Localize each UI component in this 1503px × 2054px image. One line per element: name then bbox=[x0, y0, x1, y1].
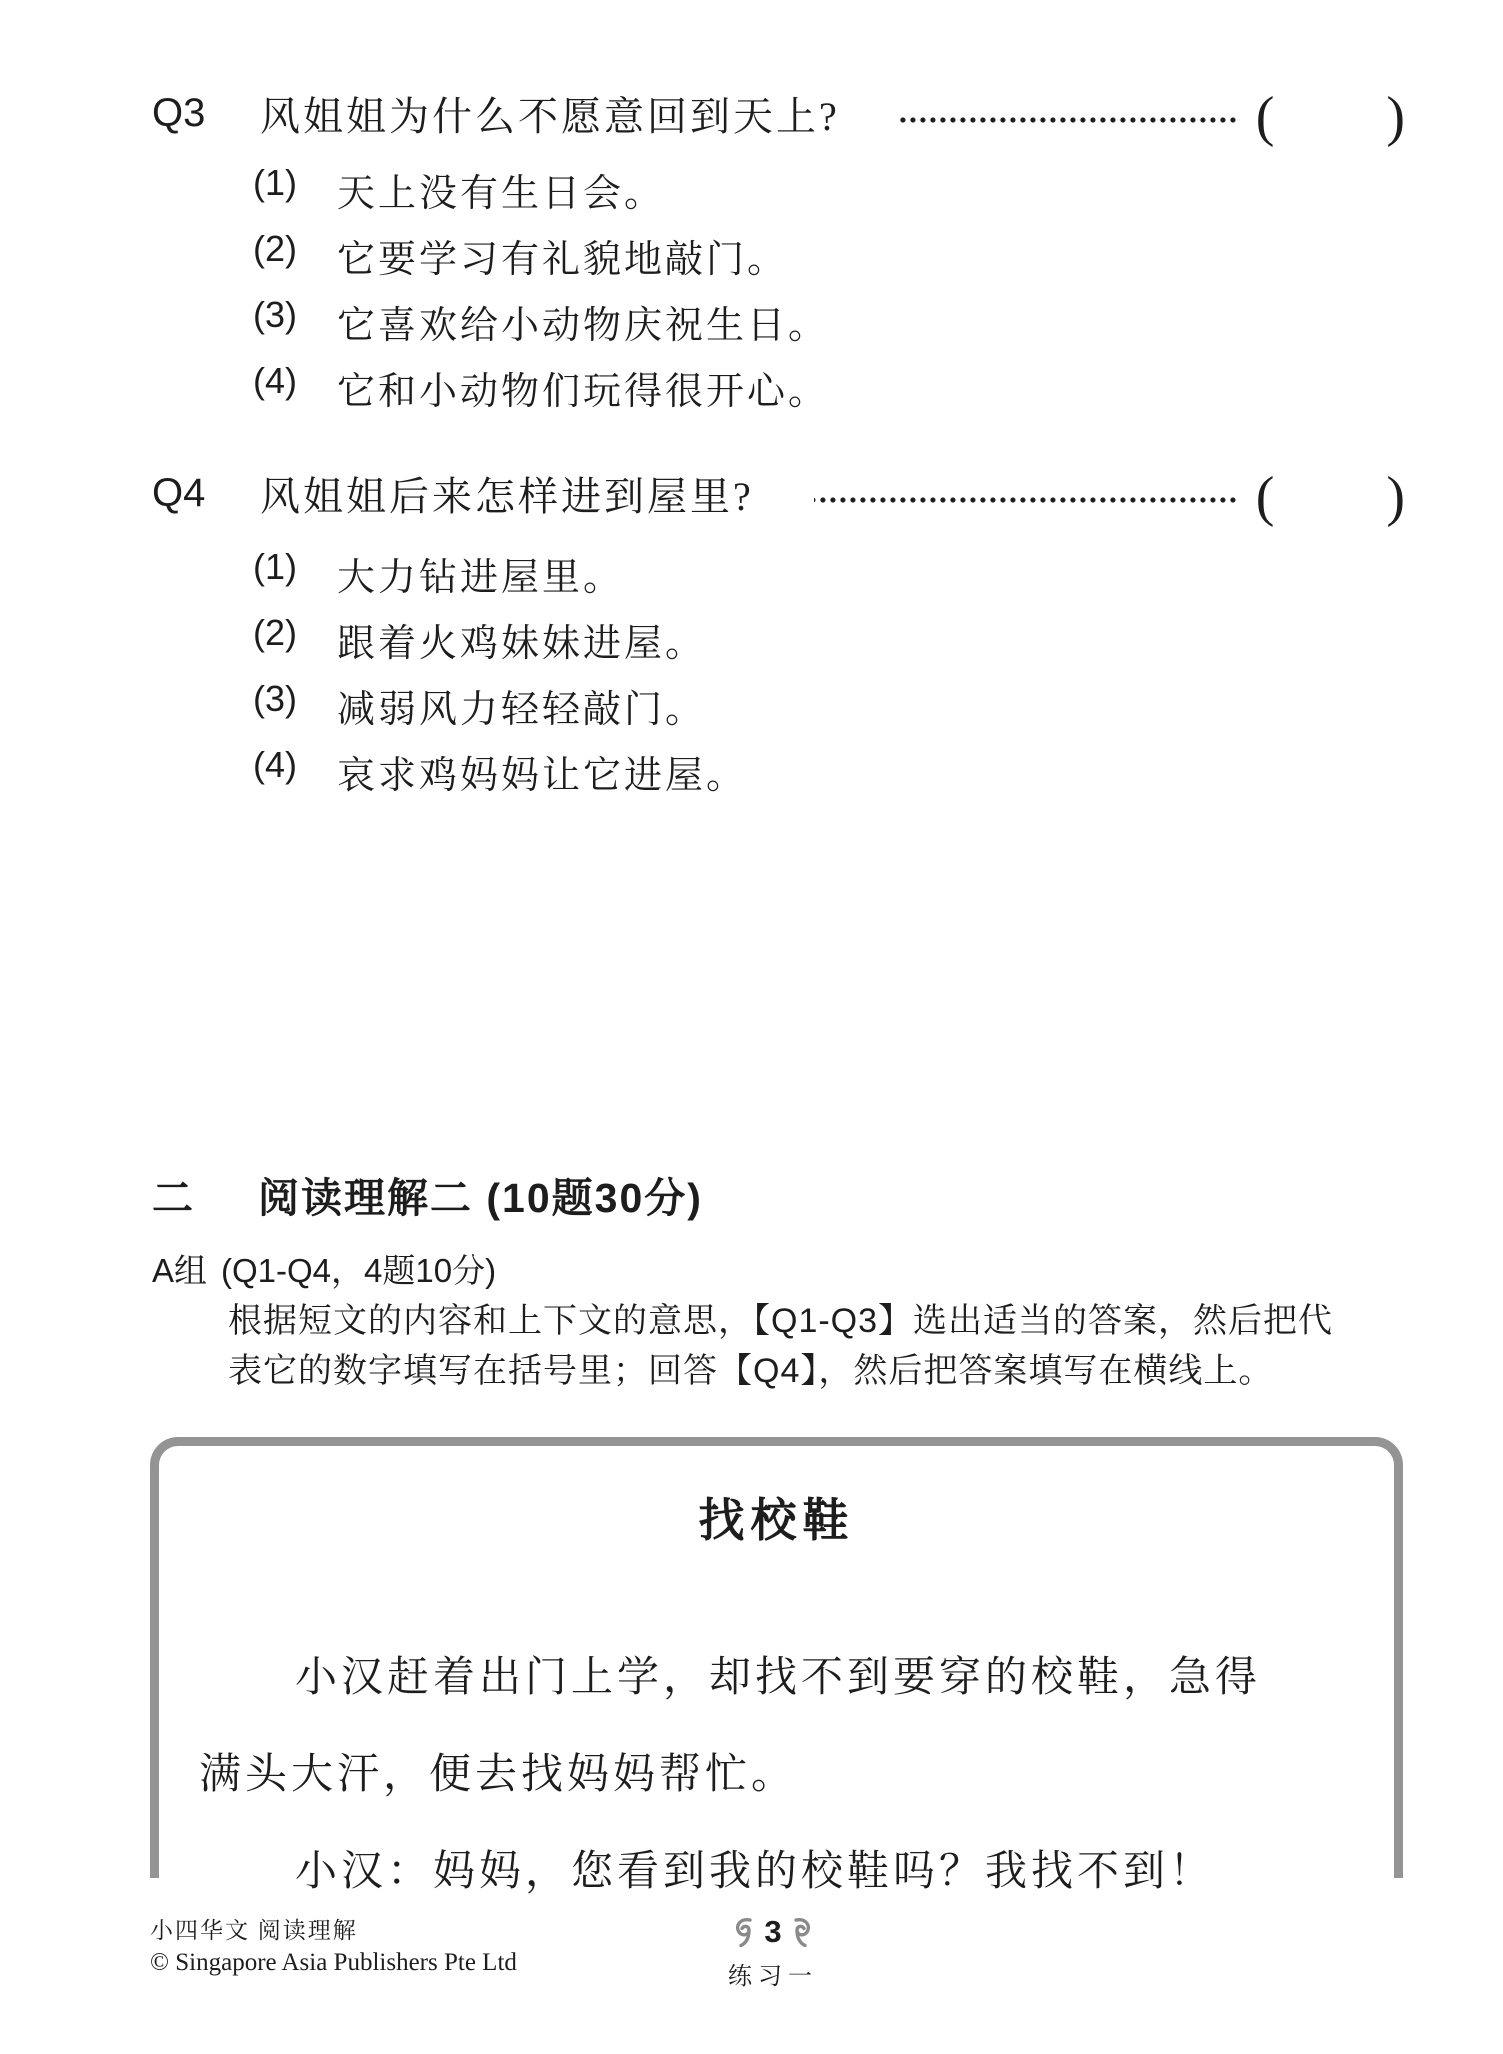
option-text: 哀求鸡妈妈让它进屋。 bbox=[337, 755, 748, 797]
q4-dotted-leader bbox=[814, 496, 1238, 504]
option-number: (4) bbox=[253, 360, 297, 401]
footer-series-title: 小四华文 阅读理解 bbox=[150, 1918, 358, 1943]
option-text: 大力钻进屋里。 bbox=[337, 557, 625, 599]
page-ornament-left-icon bbox=[733, 1917, 756, 1947]
footer-center bbox=[683, 1914, 863, 1991]
section-heading-row bbox=[152, 1168, 1405, 1220]
page-ornament-right-icon bbox=[790, 1917, 813, 1947]
page-number: 3 bbox=[764, 1914, 782, 1949]
option-text: 减弱风力轻轻敲门。 bbox=[337, 689, 707, 731]
question-block-q3 bbox=[152, 85, 1405, 413]
option-number: (3) bbox=[253, 294, 297, 335]
passage-title: 找校鞋 bbox=[698, 1495, 855, 1546]
q4-question-text: 风姐姐后来怎样进到屋里? bbox=[260, 473, 754, 519]
q4-label: Q4 bbox=[152, 470, 206, 515]
q4-option-3 bbox=[253, 665, 1405, 731]
q3-header-row bbox=[152, 85, 1405, 148]
question-block-q4 bbox=[152, 465, 1405, 797]
q4-answer-blank[interactable] bbox=[1274, 468, 1386, 518]
passage-line-3: 小汉：妈妈，您看到我的校鞋吗？我找不到！ bbox=[295, 1849, 1216, 1895]
q4-options-list bbox=[253, 533, 1405, 797]
q3-bracket-close: ) bbox=[1386, 86, 1405, 148]
group-label: A组 bbox=[152, 1251, 208, 1289]
instructions-line-2: 表它的数字填写在括号里；回答【Q4】，然后把答案填写在横线上。 bbox=[228, 1352, 1274, 1390]
page-number-row bbox=[683, 1914, 863, 1950]
group-detail: (Q1-Q4，4题10分) bbox=[221, 1251, 497, 1289]
option-number: (4) bbox=[253, 744, 297, 785]
passage-line-1: 小汉赶着出门上学，却找不到要穿的校鞋，急得 bbox=[295, 1655, 1262, 1701]
q4-option-4 bbox=[253, 731, 1405, 797]
footer-copyright: © Singapore Asia Publishers Pte Ltd bbox=[150, 1949, 517, 1976]
option-text: 跟着火鸡妹妹进屋。 bbox=[337, 623, 707, 665]
section-two-block bbox=[152, 1168, 1405, 1396]
option-number: (1) bbox=[253, 162, 297, 203]
passage-box bbox=[150, 1437, 1403, 1895]
option-text: 天上没有生日会。 bbox=[337, 173, 666, 215]
footer-left bbox=[150, 1912, 517, 1977]
q4-option-1 bbox=[253, 533, 1405, 599]
q3-question-text: 风姐姐为什么不愿意回到天上? bbox=[260, 93, 840, 139]
option-text: 它喜欢给小动物庆祝生日。 bbox=[337, 305, 830, 347]
q3-option-4 bbox=[253, 347, 1405, 413]
q3-answer-blank[interactable] bbox=[1274, 88, 1386, 138]
option-number: (2) bbox=[253, 228, 297, 269]
option-number: (2) bbox=[253, 612, 297, 653]
q3-option-3 bbox=[253, 281, 1405, 347]
q4-option-2 bbox=[253, 599, 1405, 665]
section-title: 阅读理解二 (10题30分) bbox=[258, 1174, 703, 1221]
group-a-row bbox=[152, 1246, 1405, 1290]
q3-bracket-open: ( bbox=[1255, 86, 1275, 148]
option-number: (1) bbox=[253, 546, 297, 587]
instructions-line-1: 根据短文的内容和上下文的意思，【Q1-Q3】选出适当的答案，然后把代 bbox=[228, 1302, 1334, 1340]
q3-option-2 bbox=[253, 215, 1405, 281]
q3-options-list bbox=[253, 149, 1405, 413]
exercise-label: 练习一 bbox=[728, 1964, 818, 1990]
q4-bracket-open: ( bbox=[1255, 466, 1275, 528]
q4-header-row bbox=[152, 465, 1405, 528]
instructions bbox=[228, 1296, 1400, 1396]
section-number: 二 bbox=[152, 1174, 195, 1221]
q4-bracket-close: ) bbox=[1386, 466, 1405, 528]
q3-label: Q3 bbox=[152, 90, 206, 135]
option-number: (3) bbox=[253, 678, 297, 719]
q3-option-1 bbox=[253, 149, 1405, 215]
passage-line-2: 满头大汗，便去找妈妈帮忙。 bbox=[199, 1752, 798, 1798]
q3-dotted-leader bbox=[900, 116, 1238, 124]
option-text: 它和小动物们玩得很开心。 bbox=[337, 371, 830, 413]
option-text: 它要学习有礼貌地敲门。 bbox=[337, 239, 789, 281]
